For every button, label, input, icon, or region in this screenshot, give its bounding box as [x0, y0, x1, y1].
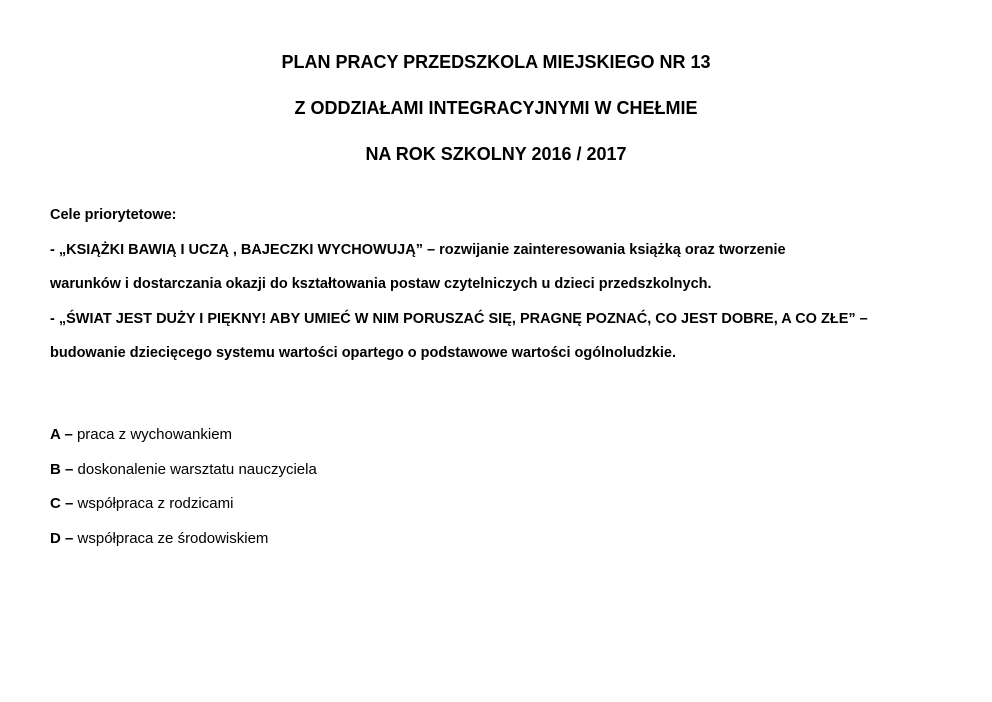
legend-item [50, 495, 750, 513]
goals-heading: Cele priorytetowe: [50, 207, 177, 223]
title-line-1: PLAN PRACY PRZEDSZKOLA MIEJSKIEGO NR 13 [281, 52, 711, 72]
legend-code: D – [50, 529, 74, 547]
legend-text: praca z wychowankiem [76, 426, 233, 443]
document-title [0, 52, 992, 190]
legend-text: współpraca ze środowiskiem [77, 529, 269, 547]
legend-code: A – [50, 426, 73, 443]
legend-text: współpraca z rodzicami [77, 495, 234, 512]
legend-item [50, 426, 750, 444]
legend-list [50, 426, 750, 564]
goal-1-line-1: - „KSIĄŻKI BAWIĄ I UCZĄ , BAJECZKI WYCHOWUJĄ” – rozwijanie zainteresowania książką oraz tworzenie [50, 241, 786, 258]
legend-item [50, 530, 750, 548]
title-line-2: Z ODDZIAŁAMI INTEGRACYJNYMI W CHEŁMIE [294, 98, 698, 118]
goal-2-line-1: - „ŚWIAT JEST DUŻY I PIĘKNY! ABY UMIEĆ W NIM PORUSZAĆ SIĘ, PRAGNĘ POZNAĆ, CO JEST DOBRE, A CO ZŁE” – [50, 310, 868, 327]
legend-item [50, 461, 750, 479]
title-line-3: NA ROK SZKOLNY 2016 / 2017 [365, 144, 627, 164]
legend-code: B – [50, 460, 74, 478]
goal-1-line-2: warunków i dostarczania okazji do kształtowania postaw czytelniczych u dzieci przedszkolnych. [50, 276, 712, 292]
legend-text: doskonalenie warsztatu nauczyciela [77, 460, 317, 478]
goal-2-line-2: budowanie dziecięcego systemu wartości opartego o podstawowe wartości ogólnoludzkie. [50, 345, 677, 361]
priority-goals-section [50, 206, 950, 379]
legend-code: C – [50, 495, 74, 512]
